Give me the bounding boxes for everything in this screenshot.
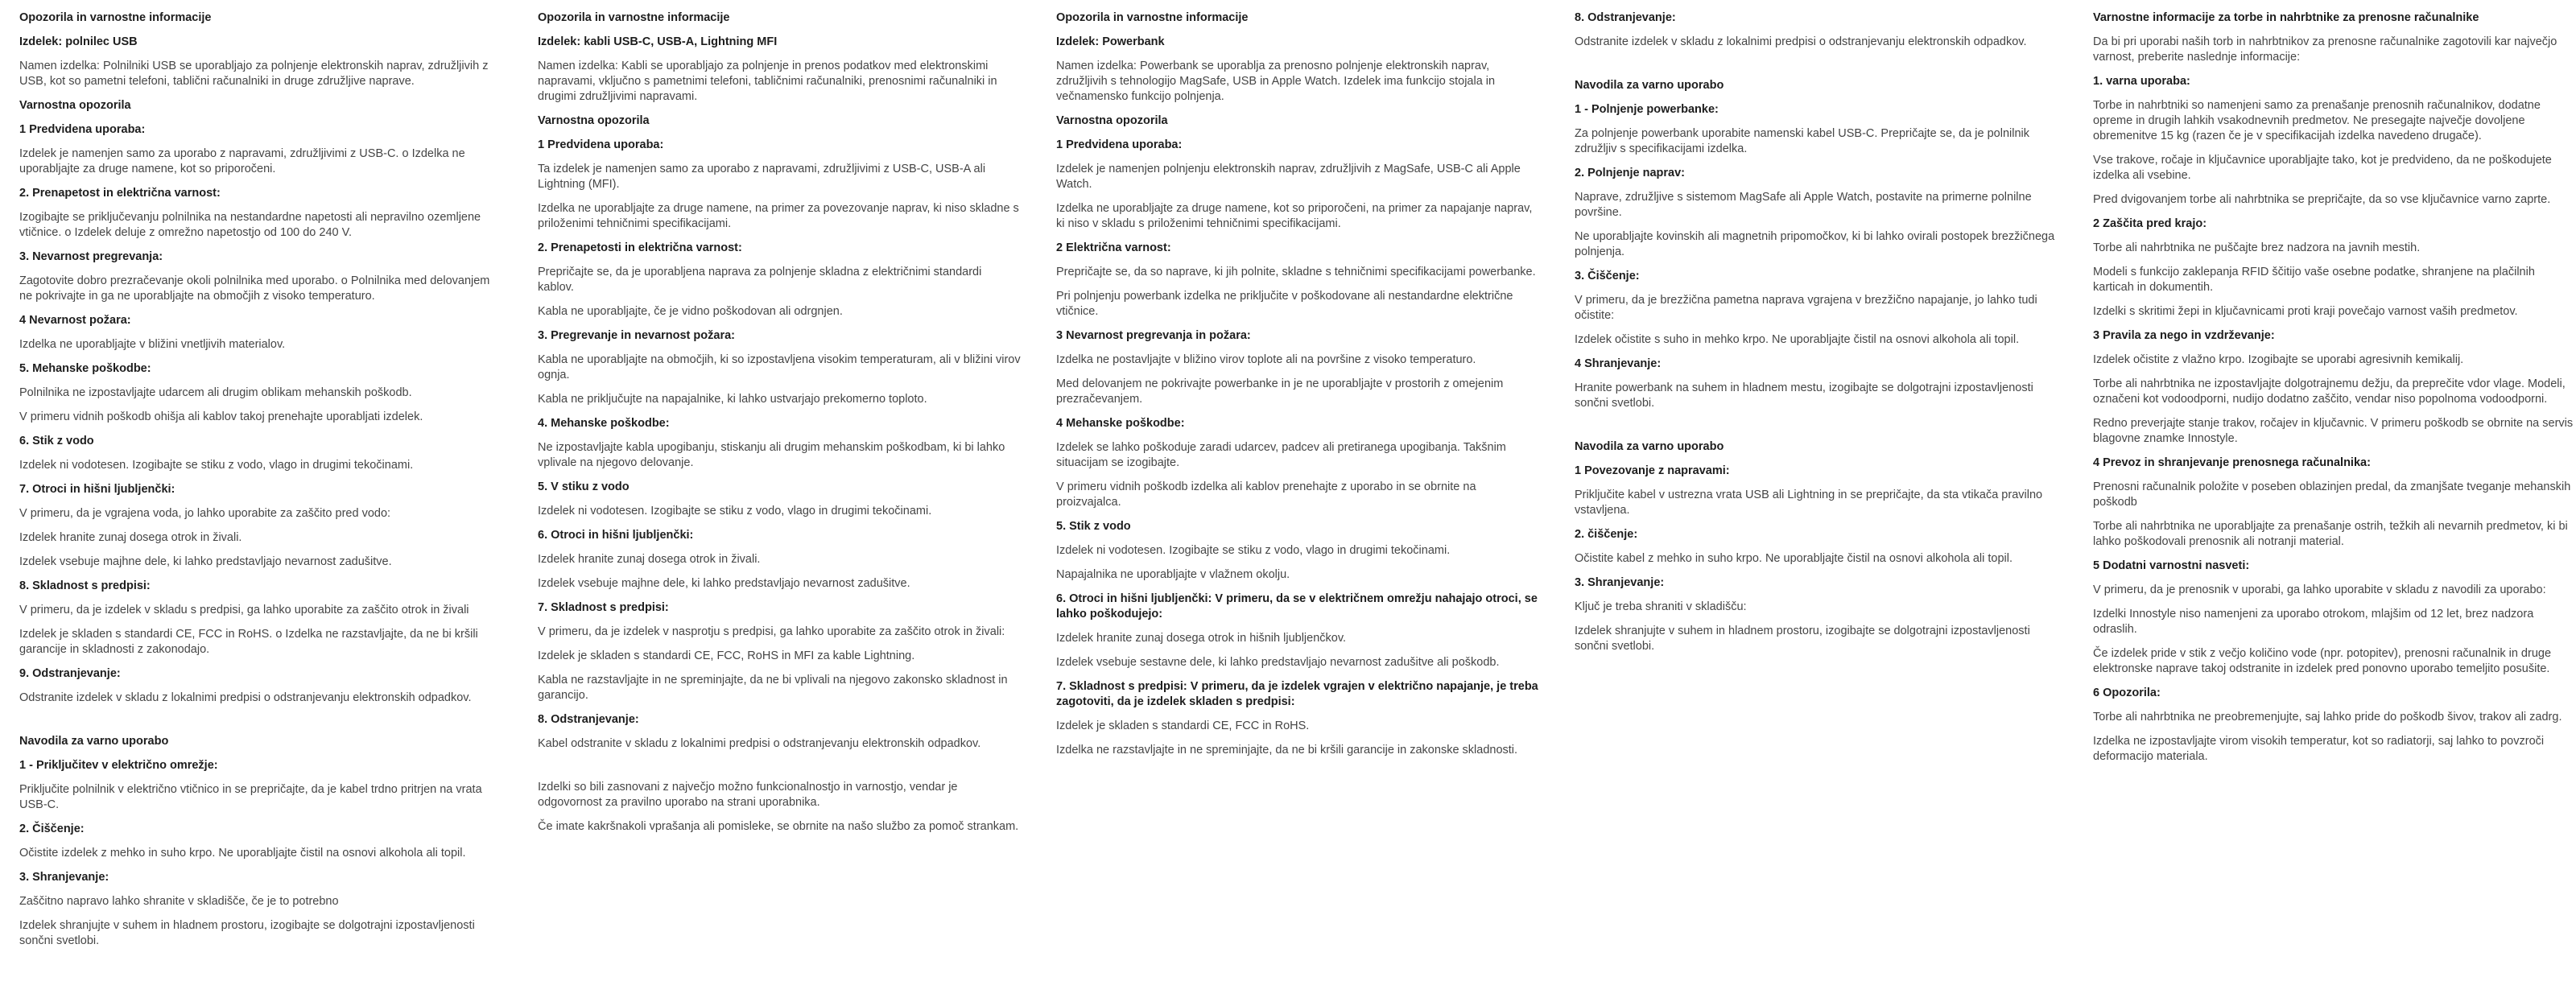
paragraph: Naprave, združljive s sistemom MagSafe ali Apple Watch, postavite na primerne polnilne površine. [1575,191,2032,219]
heading: 6. Otroci in hišni ljubljenčki: [538,529,694,542]
heading: 1. varna uporaba: [2093,75,2190,88]
heading: Navodila za varno uporabo [1575,440,1724,453]
paragraph: Izdelek hranite zunaj dosega otrok in živali. [538,553,761,566]
heading: 2. Polnjenje naprav: [1575,167,1685,179]
heading: 5. V stiku z vodo [538,480,630,493]
paragraph: Izdelek je namenjen polnjenju elektronskih naprav, združljivih z MagSafe, USB-C ali Apple Watch. [1056,163,1521,191]
paragraph: V primeru, da je brezžična pametna naprava vgrajena v brezžično napajanje, jo lahko tudi očistite: [1575,294,2037,322]
spacer [538,761,1021,780]
heading: 1 Predvidena uporaba: [538,138,664,151]
paragraph: Hranite powerbank na suhem in hladnem mestu, izogibajte se dolgotrajni izpostavljenosti sončni svetlobi. [1575,381,2033,410]
heading: 5. Stik z vodo [1056,520,1131,533]
paragraph: Izdelek ni vodotesen. Izogibajte se stiku z vodo, vlago in drugimi tekočinami. [19,459,414,472]
heading: 4. Mehanske poškodbe: [538,417,670,430]
paragraph: Izdelek je skladen s standardi CE, FCC in RoHS. [1056,719,1310,732]
paragraph: Izdelki so bili zasnovani z največjo možno funkcionalnostjo in varnostjo, vendar je odgovornost za pravilno uporabo na strani uporabnika. [538,781,958,809]
heading: 3 Nevarnost pregrevanja in požara: [1056,329,1251,342]
heading: 3. Čiščenje: [1575,270,1640,282]
column-4 [1575,10,2058,958]
paragraph: Če izdelek pride v stik z večjo količino vode (npr. potopitev), prenosni računalnik in druge elektronske naprave takoj odstranite in izdelek pred ponovno uporabo temeljito posušite. [2093,647,2552,675]
paragraph: Očistite izdelek z mehko in suho krpo. Ne uporabljajte čistil na osnovi alkohola ali topil. [19,847,466,860]
spacer [1575,59,2058,78]
paragraph: Namen izdelka: Polnilniki USB se uporabljajo za polnjenje elektronskih naprav, združljivih z USB, kot so pametni telefoni, tablični računalniki in druge združljive naprave. [19,60,489,88]
heading: Varnostna opozorila [538,114,650,127]
heading: 8. Odstranjevanje: [1575,11,1676,24]
paragraph: Zagotovite dobro prezračevanje okoli polnilnika med uporabo. o Polnilnika med delovanjem ne pokrivajte in ga ne uporabljajte na območjih z visoko temperaturo. [19,274,490,303]
paragraph: V primeru vidnih poškodb izdelka ali kablov prenehajte z uporabo in se obrnite na proizvajalca. [1056,480,1476,509]
paragraph: Izogibajte se priključevanju polnilnika na nestandardne napetosti ali nepravilno ozemljene vtičnice. o Izdelek deluje z omrežno napetostjo od 100 do 240 V. [19,211,481,239]
paragraph: Napajalnika ne uporabljajte v vlažnem okolju. [1056,568,1290,581]
heading: 1 Predvidena uporaba: [19,123,146,136]
paragraph: Torbe ali nahrbtnika ne puščajte brez nadzora na javnih mestih. [2093,241,2421,254]
paragraph: Vse trakove, ročaje in ključavnice uporabljajte tako, kot je predvideno, da ne poškodujete izdelka ali vsebine. [2093,154,2552,182]
heading: Navodila za varno uporabo [1575,79,1724,92]
heading: 4 Prevoz in shranjevanje prenosnega računalnika: [2093,456,2371,469]
heading: Izdelek: kabli USB-C, USB-A, Lightning MFI [538,35,778,48]
paragraph: V primeru vidnih poškodb ohišja ali kablov takoj prenehajte uporabljati izdelek. [19,410,423,423]
paragraph: Modeli s funkcijo zaklepanja RFID ščitijo vaše osebne podatke, shranjene na plačilnih karticah in dokumentih. [2093,266,2535,294]
paragraph: Izdelka ne uporabljajte za druge namene, kot so priporočeni, na primer za napajanje naprav, ki niso v skladu s priloženimi tehničnimi specifikacijami. [1056,202,1533,230]
heading: Varnostna opozorila [19,99,131,112]
paragraph: Očistite kabel z mehko in suho krpo. Ne uporabljajte čistil na osnovi alkohola ali topil. [1575,552,2013,565]
paragraph: Izdelki Innostyle niso namenjeni za uporabo otrokom, mlajšim od 12 let, brez nadzora odraslih. [2093,608,2534,636]
heading: 6. Stik z vodo [19,435,94,447]
paragraph: Izdelek očistite s suho in mehko krpo. Ne uporabljajte čistil na osnovi alkohola ali topil. [1575,333,2020,346]
heading: Navodila za varno uporabo [19,735,169,748]
heading: Opozorila in varnostne informacije [19,11,212,24]
paragraph: Torbe in nahrbtniki so namenjeni samo za prenašanje prenosnih računalnikov, dodatne opreme in drugih lahkih vsakodnevnih predmetov. Ne presegajte največje dovoljene obremenitve 15 kg (razen če je v specifikacijah izdelka navedeno drugače). [2093,99,2541,142]
paragraph: Izdelka ne razstavljajte in ne spreminjajte, da ne bi kršili garancije in zakonske skladnosti. [1056,744,1518,757]
heading: 9. Odstranjevanje: [19,667,121,680]
paragraph: Ključ je treba shraniti v skladišču: [1575,600,1747,613]
paragraph: Priključite kabel v ustrezna vrata USB ali Lightning in se prepričajte, da sta vtikača pravilno vstavljena. [1575,489,2043,517]
heading: 2. Prenapetosti in električna varnost: [538,241,742,254]
paragraph: Izdelek vsebuje sestavne dele, ki lahko predstavljajo nevarnost zadušitve ali poškodb. [1056,656,1500,669]
heading: 8. Odstranjevanje: [538,713,639,726]
paragraph: Med delovanjem ne pokrivajte powerbanke in je ne uporabljajte v prostorih z omejenim prezračevanjem. [1056,377,1504,406]
paragraph: Izdelek ni vodotesen. Izogibajte se stiku z vodo, vlago in drugimi tekočinami. [538,505,932,517]
heading: 7. Skladnost s predpisi: [538,601,669,614]
paragraph: Prenosni računalnik položite v poseben oblazinjen predal, da zmanjšate tveganje mehanskih poškodb [2093,480,2571,509]
paragraph: Torbe ali nahrbtnika ne izpostavljajte dolgotrajnemu dežju, da preprečite vdor vlage. Modeli, označeni kot vodoodporni, nudijo dodatno zaščito, vendar niso popolnoma vodoodporni. [2093,377,2566,406]
paragraph: Prepričajte se, da je uporabljena naprava za polnjenje skladna z električnimi standardi kablov. [538,266,982,294]
heading: 3. Shranjevanje: [19,871,109,884]
paragraph: Za polnjenje powerbank uporabite namenski kabel USB-C. Prepričajte se, da je polnilnik združljiv s specifikacijami izdelka. [1575,127,2030,155]
heading: Varnostne informacije za torbe in nahrbtnike za prenosne računalnike [2093,11,2479,24]
paragraph: Če imate kakršnakoli vprašanja ali pomisleke, se obrnite na našo službo za pomoč strankam. [538,820,1019,833]
paragraph: Izdelka ne postavljajte v bližino virov toplote ali na površine z visoko temperaturo. [1056,353,1476,366]
paragraph: Namen izdelka: Powerbank se uporablja za prenosno polnjenje elektronskih naprav, združljivih s tehnologijo MagSafe, USB in Apple Watch. Izdelek ima funkcijo stojala in večnamensko funkcijo polnjenja. [1056,60,1496,103]
paragraph: Izdelek ni vodotesen. Izogibajte se stiku z vodo, vlago in drugimi tekočinami. [1056,544,1451,557]
paragraph: Izdelki s skritimi žepi in ključavnicami proti kraji povečajo varnost vaših predmetov. [2093,305,2518,318]
paragraph: Izdelek hranite zunaj dosega otrok in hišnih ljubljenčkov. [1056,632,1347,645]
heading: 1 Predvidena uporaba: [1056,138,1183,151]
paragraph: Da bi pri uporabi naših torb in nahrbtnikov za prenosne računalnike zagotovili kar največjo varnost, preberite naslednje informacije: [2093,35,2557,64]
paragraph: Polnilnika ne izpostavljajte udarcem ali drugim oblikam mehanskih poškodb. [19,386,412,399]
paragraph: Torbe ali nahrbtnika ne uporabljajte za prenašanje ostrih, težkih ali nevarnih predmetov, ki bi lahko poškodovali prenosnik ali notranji material. [2093,520,2568,548]
heading: 8. Skladnost s predpisi: [19,579,151,592]
column-3 [1056,10,1539,958]
paragraph: Odstranite izdelek v skladu z lokalnimi predpisi o odstranjevanju elektronskih odpadkov. [1575,35,2027,48]
paragraph: Izdelek je skladen s standardi CE, FCC in RoHS. o Izdelka ne razstavljajte, da ne bi kršili garancije in skladnosti z zakonodajo. [19,628,478,656]
paragraph: Izdelek shranjujte v suhem in hladnem prostoru, izogibajte se dolgotrajni izpostavljenosti sončni svetlobi. [1575,625,2030,653]
heading: 2. Čiščenje: [19,823,85,835]
paragraph: Izdelek je namenjen samo za uporabo z napravami, združljivimi z USB-C. o Izdelka ne uporabljajte za druge namene, kot so priporočeni. [19,147,465,175]
paragraph: Kabla ne uporabljajte, če je vidno poškodovan ali odrgnjen. [538,305,843,318]
heading: 2. Prenapetost in električna varnost: [19,187,221,200]
heading: Opozorila in varnostne informacije [1056,11,1249,24]
heading: 6. Otroci in hišni ljubljenčki: V primeru, da se v električnem omrežju nahajajo otroci, se lahko poškodujejo: [1056,592,1538,621]
paragraph: Torbe ali nahrbtnika ne preobremenjujte, saj lahko pride do poškodb šivov, trakov ali zadrg. [2093,711,2562,724]
paragraph: Izdelek shranjujte v suhem in hladnem prostoru, izogibajte se dolgotrajni izpostavljenosti sončni svetlobi. [19,919,475,947]
paragraph: Zaščitno napravo lahko shranite v skladišče, če je to potrebno [19,895,339,908]
spacer [1575,420,2058,439]
column-2 [538,10,1021,958]
heading: 2 Električna varnost: [1056,241,1171,254]
heading: 2. čiščenje: [1575,528,1638,541]
column-1 [19,10,502,958]
paragraph: Redno preverjajte stanje trakov, ročajev in ključavnic. V primeru poškodb se obrnite na servis blagovne znamke Innostyle. [2093,417,2574,445]
spacer [19,715,502,734]
heading: 3. Nevarnost pregrevanja: [19,250,163,263]
heading: 6 Opozorila: [2093,686,2161,699]
paragraph: Izdelka ne uporabljajte za druge namene, na primer za povezovanje naprav, ki niso skladne s priloženimi tehničnimi specifikacijami. [538,202,1019,230]
heading: 1 - Polnjenje powerbanke: [1575,103,1719,116]
heading: 7. Skladnost s predpisi: V primeru, da je izdelek vgrajen v električno napajanje, je treba zagotoviti, da je izdelek skladen s predpisi: [1056,680,1538,708]
paragraph: Izdelek vsebuje majhne dele, ki lahko predstavljajo nevarnost zadušitve. [538,577,910,590]
paragraph: Kabla ne priključujte na napajalnike, ki lahko ustvarjajo prekomerno toploto. [538,393,927,406]
paragraph: Pred dvigovanjem torbe ali nahrbtnika se prepričajte, da so vse ključavnice varno zaprte. [2093,193,2551,206]
paragraph: Ne uporabljajte kovinskih ali magnetnih pripomočkov, ki bi lahko ovirali postopek brezžičnega polnjenja. [1575,230,2055,258]
paragraph: Namen izdelka: Kabli se uporabljajo za polnjenje in prenos podatkov med elektronskimi napravami, vključno s pametnimi telefoni, tabličnimi računalniki, prenosnimi računalniki in drugimi združljivimi napravami. [538,60,997,103]
heading: 2 Zaščita pred krajo: [2093,217,2207,230]
paragraph: V primeru, da je izdelek v skladu s predpisi, ga lahko uporabite za zaščito otrok in živali [19,604,469,616]
heading: Izdelek: Powerbank [1056,35,1165,48]
paragraph: Ta izdelek je namenjen samo za uporabo z napravami, združljivimi z USB-C, USB-A ali Lightning (MFI). [538,163,986,191]
heading: 7. Otroci in hišni ljubljenčki: [19,483,175,496]
heading: 4 Mehanske poškodbe: [1056,417,1185,430]
paragraph: Ne izpostavljajte kabla upogibanju, stiskanju ali drugim mehanskim poškodbam, ki bi lahko vplivale na njegovo delovanje. [538,441,1005,469]
paragraph: Izdelek hranite zunaj dosega otrok in živali. [19,531,242,544]
paragraph: Kabel odstranite v skladu z lokalnimi predpisi o odstranjevanju elektronskih odpadkov. [538,737,981,750]
heading: 3. Shranjevanje: [1575,576,1665,589]
heading: 1 - Priključitev v električno omrežje: [19,759,218,772]
paragraph: Priključite polnilnik v električno vtičnico in se prepričajte, da je kabel trdno pritrjen na vrata USB-C. [19,783,482,811]
paragraph: Izdelek se lahko poškoduje zaradi udarcev, padcev ali pretiranega upogibanja. Takšnim situacijam se izogibajte. [1056,441,1506,469]
paragraph: Izdelek vsebuje majhne dele, ki lahko predstavljajo nevarnost zadušitve. [19,555,392,568]
heading: 1 Povezovanje z napravami: [1575,464,1730,477]
heading: Opozorila in varnostne informacije [538,11,730,24]
column-5 [2093,10,2576,958]
paragraph: V primeru, da je prenosnik v uporabi, ga lahko uporabite v skladu z navodili za uporabo: [2093,583,2546,596]
heading: Izdelek: polnilec USB [19,35,138,48]
paragraph: Kabla ne razstavljajte in ne spreminjajte, da ne bi vplivali na njegovo zakonsko skladnost in garancijo. [538,674,1008,702]
heading: 3. Pregrevanje in nevarnost požara: [538,329,735,342]
paragraph: Izdelek je skladen s standardi CE, FCC, RoHS in MFI za kable Lightning. [538,649,915,662]
paragraph: V primeru, da je izdelek v nasprotju s predpisi, ga lahko uporabite za zaščito otrok in živali: [538,625,1005,638]
paragraph: Pri polnjenju powerbank izdelka ne priključite v poškodovane ali nestandardne električne vtičnice. [1056,290,1513,318]
paragraph: Odstranite izdelek v skladu z lokalnimi predpisi o odstranjevanju elektronskih odpadkov. [19,691,472,704]
paragraph: V primeru, da je vgrajena voda, jo lahko uporabite za zaščito pred vodo: [19,507,391,520]
paragraph: Prepričajte se, da so naprave, ki jih polnite, skladne s tehničnimi specifikacijami powerbanke. [1056,266,1536,278]
heading: 5. Mehanske poškodbe: [19,362,151,375]
paragraph: Izdelek očistite z vlažno krpo. Izogibajte se uporabi agresivnih kemikalij. [2093,353,2464,366]
heading: 5 Dodatni varnostni nasveti: [2093,559,2250,572]
paragraph: Izdelka ne izpostavljajte virom visokih temperatur, kot so radiatorji, saj lahko to povzroči deformacijo materiala. [2093,735,2545,763]
heading: 3 Pravila za nego in vzdrževanje: [2093,329,2275,342]
paragraph: Izdelka ne uporabljajte v bližini vnetljivih materialov. [19,338,286,351]
heading: 4 Shranjevanje: [1575,357,1662,370]
heading: Varnostna opozorila [1056,114,1168,127]
heading: 4 Nevarnost požara: [19,314,131,327]
paragraph: Kabla ne uporabljajte na območjih, ki so izpostavljena visokim temperaturam, ali v bližini virov ognja. [538,353,1021,381]
